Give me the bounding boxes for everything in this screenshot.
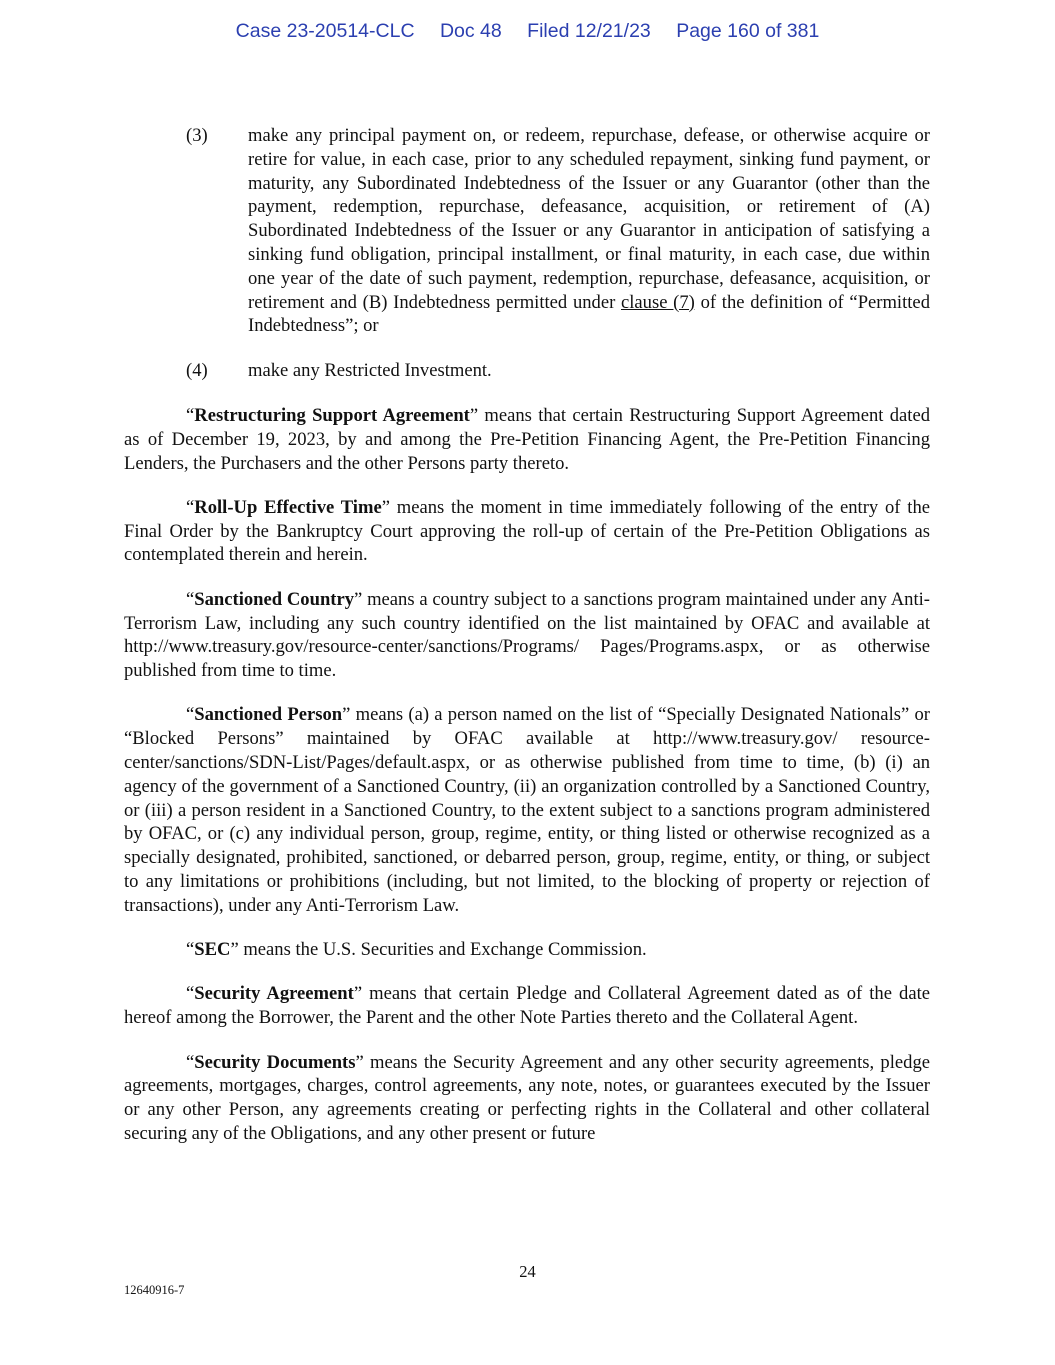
- defined-term: Sanctioned Country: [194, 588, 355, 610]
- defined-term: SEC: [194, 939, 231, 961]
- list-item-number: (4): [186, 360, 208, 382]
- definition-text: ” means the Security Agreement and any other security agreements, pledge agreements, mortgages, charges, control agreements, any note, notes, or guarantees executed by the Issuer or any other Person, any agreements creating or perfecting rights in the Collateral and other collateral securing any of the Obligations, and any other present or future: [124, 1051, 930, 1144]
- list-item-text: make any Restricted Investment.: [248, 360, 492, 382]
- clause-reference: clause (7): [621, 291, 695, 313]
- definition-text: ” means the moment in time immediately following of the entry of the Final Order by the Bankruptcy Court approving the roll-up of certain of the Pre-Petition Obligations as contemplated therein and herein.: [124, 496, 931, 566]
- definition-restructuring-support-agreement: “Restructuring Support Agreement” means that certain Restructuring Support Agreement dated as of December 19, 2023, by and among the Pre-Petition Financing Agent, the Pre-Petition Financing Lenders, the Purchasers and the other Persons party thereto.: [124, 404, 930, 474]
- definition-text: ” means the U.S. Securities and Exchange Commission.: [230, 939, 647, 961]
- document-id: 12640916-7: [124, 1283, 185, 1297]
- definition-text: ” means a country subject to a sanctions program maintained under any Anti-Terrorism Law, including any such country identified on the list maintained by OFAC and available at http://www.treasury.gov/resource-center/sanctions/Programs/ Pages/Programs.aspx, or as otherwise published from time to time.: [124, 588, 930, 682]
- court-filing-header: [0, 20, 1055, 43]
- doc-number: Doc 48: [439, 20, 502, 42]
- case-number: Case 23-20514-CLC: [235, 20, 415, 42]
- document-body: [124, 124, 930, 1166]
- definition-security-documents: “Security Documents” means the Security Agreement and any other security agreements, pledge agreements, mortgages, charges, control agreements, any note, notes, or guarantees executed by the Issuer or any other Person, any agreements creating or perfecting rights in the Collateral and other collateral securing any of the Obligations, and any other present or future: [124, 1051, 930, 1144]
- filed-date: Filed 12/21/23: [527, 20, 651, 42]
- defined-term: Security Agreement: [194, 983, 354, 1005]
- list-item-text: make any principal payment on, or redeem, repurchase, defease, or otherwise acquire or retire for value, in each case, prior to any scheduled repayment, sinking fund payment, or maturity, any Subordinated Indebtedness of the Issuer or any Guarantor (other than the payment, redemption, repurchase, defeasance, acquisition, or retirement of (A) Subordinated Indebtedness of the Issuer or any Guarantor in anticipation of satisfying a sinking fund obligation, principal installment, or final maturity, in each case, due within one year of the date of such payment, redemption, repurchase, defeasance, acquisition, or retirement and (B) Indebtedness permitted under: [248, 125, 930, 313]
- page-indicator: Page 160 of 381: [676, 20, 820, 42]
- definition-sanctioned-country: “Sanctioned Country” means a country subject to a sanctions program maintained under any Anti-Terrorism Law, including any such country identified on the list maintained by OFAC and available at http://www.treasury.gov/resource-center/sanctions/Programs/ Pages/Programs.aspx, or as otherwise published from time to time.: [124, 588, 930, 682]
- definition-security-agreement: “Security Agreement” means that certain Pledge and Collateral Agreement dated as of the date hereof among the Borrower, the Parent and the other Note Parties thereto and the Collateral Agent.: [124, 983, 931, 1029]
- defined-term: Roll-Up Effective Time: [194, 496, 382, 518]
- list-item-number: (3): [186, 125, 208, 146]
- list-item-3: [124, 124, 930, 338]
- page-number: 24: [519, 1262, 536, 1281]
- definition-sanctioned-person: “Sanctioned Person” means (a) a person named on the list of “Specially Designated Nationals” or “Blocked Persons” maintained by OFAC available at http://www.treasury.gov/ resource-center/sanctions/SDN-List/Pages/default.aspx, or as otherwise published from time to time, (b) (i) an agency of the government of a Sanctioned Country, (ii) an organization controlled by a Sanctioned Country, or (iii) a person resident in a Sanctioned Country, to the extent subject to a sanctions program administered by OFAC, or (c) any individual person, group, regime, entity, or thing listed or otherwise recognized as a specially designated, prohibited, sanctioned, or debarred person, group, regime, entity, or thing, or subject to any limitations or prohibitions (including, but not limited, to the blocking of property or rejection of transactions), under any Anti-Terrorism Law.: [124, 704, 930, 916]
- definition-text: ” means (a) a person named on the list of “Specially Designated Nationals” or “Blocked Persons” maintained by OFAC available at http://www.treasury.gov/ resource-center/sanctions/SDN-List/Pages/default.aspx, or as otherwise published from time to time, (b) (i) an agency of the government of a Sanctioned Country, (ii) an organization controlled by a Sanctioned Country, or (iii) a person resident in a Sanctioned Country, to the extent subject to a sanctions program administered by OFAC, or (c) any individual person, group, regime, entity, or thing listed or otherwise recognized as a specially designated, prohibited, sanctioned, or debarred person, group, regime, entity, or thing, or subject to any limitations or prohibitions (including, but not limited, to the blocking of property or rejection of transactions), under any Anti-Terrorism Law.: [124, 704, 930, 916]
- definition-sec: “SEC” means the U.S. Securities and Exchange Commission.: [186, 939, 647, 961]
- list-item-text-end: of the definition of “Permitted Indebtedness”; or: [248, 291, 930, 337]
- defined-term: Security Documents: [194, 1051, 356, 1073]
- list-item-4: [124, 359, 930, 383]
- definition-text: ” means that certain Pledge and Collateral Agreement dated as of the date hereof among the Borrower, the Parent and the other Note Parties thereto and the Collateral Agent.: [124, 983, 931, 1029]
- definition-roll-up-effective-time: “Roll-Up Effective Time” means the moment in time immediately following of the entry of the Final Order by the Bankruptcy Court approving the roll-up of certain of the Pre-Petition Obligations as contemplated therein and herein.: [124, 496, 931, 566]
- definition-text: ” means that certain Restructuring Support Agreement dated as of December 19, 2023, by and among the Pre-Petition Financing Agent, the Pre-Petition Financing Lenders, the Purchasers and the other Persons party thereto.: [124, 404, 930, 474]
- defined-term: Restructuring Support Agreement: [194, 404, 470, 426]
- defined-term: Sanctioned Person: [194, 704, 343, 726]
